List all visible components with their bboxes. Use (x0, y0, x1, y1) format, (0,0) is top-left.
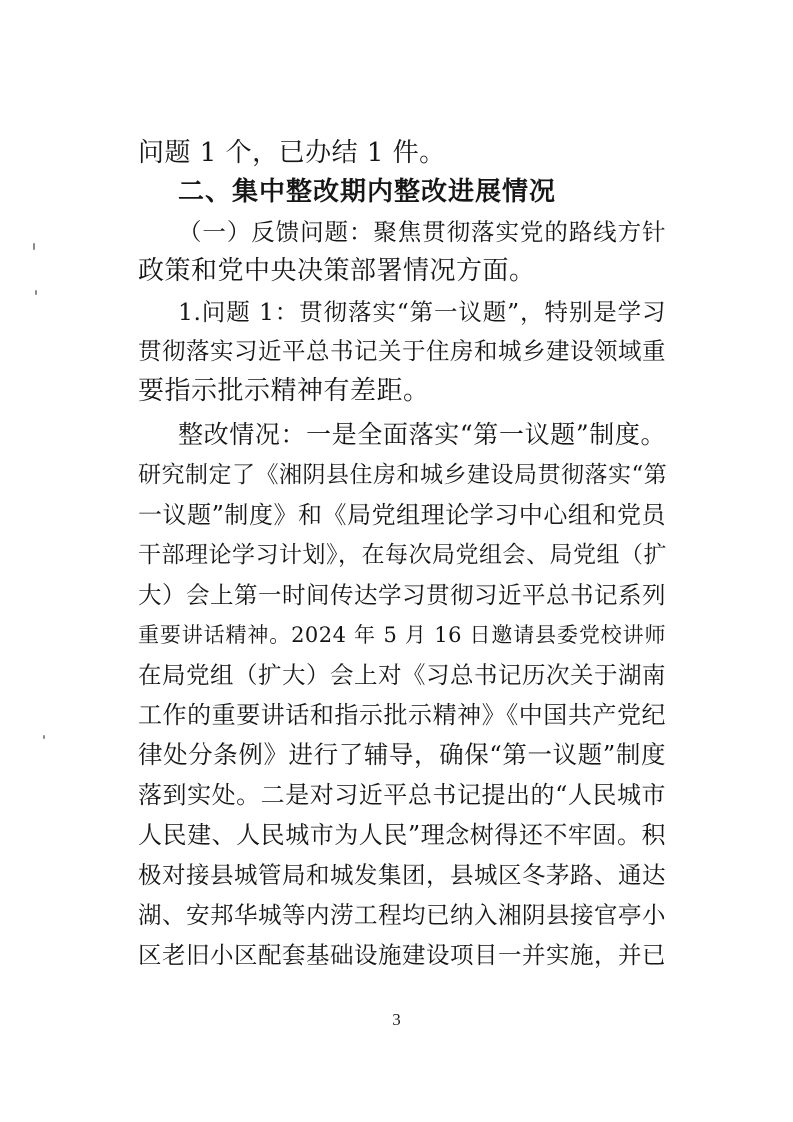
text-line-7: 要指示批示精神有差距。 (138, 376, 430, 406)
problem-title: 1.问题 1：贯彻落实“第一议题”，特别是学习 (178, 298, 666, 326)
section-heading: 二、集中整改期内整改进展情况 (178, 177, 557, 207)
scan-speck (33, 243, 35, 250)
text-line-20: 湖、安邦华城等内涝工程均已纳入湘阴县接官亭小 (138, 901, 666, 929)
text-line-13: 重要讲话精神。2024 年 5 月 16 日邀请县委党校讲师 (138, 623, 666, 647)
subsection-heading: （一）反馈问题：聚焦贯彻落实党的路线方针 (178, 218, 666, 246)
scan-speck (43, 735, 45, 739)
rectification-intro: 整改情况：一是全面落实“第一议题”制度。 (178, 420, 666, 449)
page-number: 3 (392, 1010, 401, 1029)
text-line-10: 一议题”制度》和《局党组理论学习中心组和党员 (138, 501, 666, 529)
text-line-4: 政策和党中央决策部署情况方面。 (138, 256, 536, 286)
text-line-18: 人民建、人民城市为人民”理念树得还不牢固。积 (138, 821, 666, 849)
text-line-6: 贯彻落实习近平总书记关于住房和城乡建设领域重 (138, 337, 666, 365)
text-line-9: 研究制定了《湘阴县住房和城乡建设局贯彻落实“第 (138, 462, 668, 488)
text-line-15: 工作的重要讲话和指示批示精神》《中国共产党纪 (138, 701, 666, 729)
text-line-14: 在局党组（扩大）会上对《习总书记历次关于湖南 (138, 661, 666, 689)
text-line-17: 落到实处。二是对习近平总书记提出的“人民城市 (138, 781, 666, 809)
text-line-12: 大）会上第一时间传达学习贯彻习近平总书记系列 (138, 581, 666, 609)
scan-speck (35, 290, 37, 295)
text-line-1: 问题 1 个，已办结 1 件。 (138, 138, 446, 168)
text-line-21: 区老旧小区配套基础设施建设项目一并实施，并已 (138, 941, 666, 969)
text-line-19: 极对接县城管局和城发集团，县城区冬茅路、通达 (138, 861, 666, 889)
text-line-16: 律处分条例》进行了辅导，确保“第一议题”制度 (138, 740, 666, 769)
text-line-11: 干部理论学习计划》，在每次局党组会、局党组（扩 (138, 542, 667, 568)
